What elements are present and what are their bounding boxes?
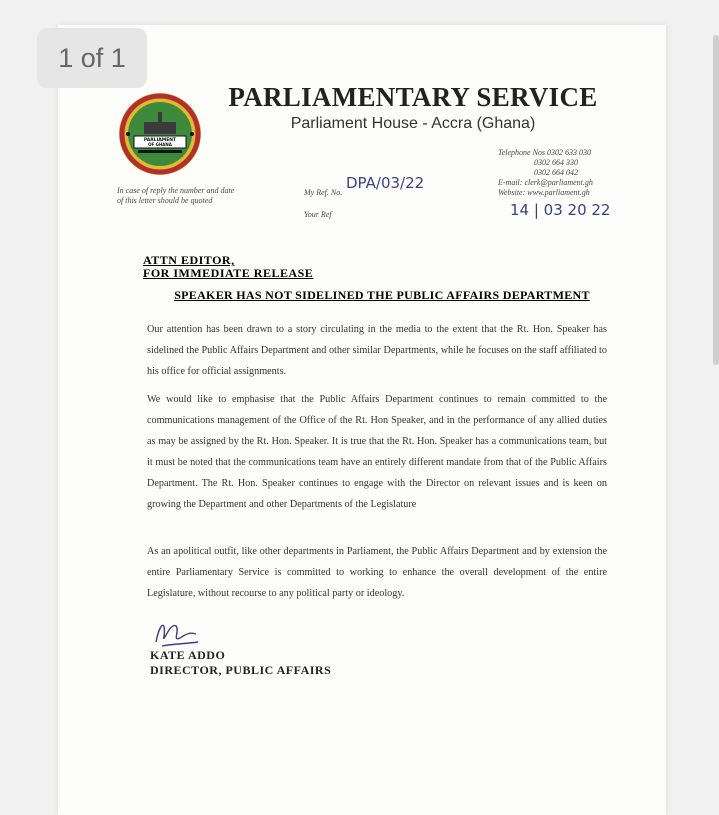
letter-paragraph: Our attention has been drawn to a story circulating in the media to the extent that the Rt. Hon. Speaker has sidelined the Public Affairs Department and other similar Departments, while he focuses on the staff affiliated to his office for official assignments. [147, 324, 607, 377]
my-ref-label: My Ref. No. [304, 188, 343, 197]
signer-block [150, 648, 331, 678]
contact-line: 0302 664 330 [534, 158, 578, 167]
contact-line: E-mail: clerk@parliament.gh [498, 178, 593, 187]
org-name: PARLIAMENTARY SERVICE [228, 82, 598, 112]
parliament-seal-logo [118, 92, 202, 176]
release-line: FOR IMMEDIATE RELEASE [143, 266, 314, 280]
signer-title: DIRECTOR, PUBLIC AFFAIRS [150, 663, 332, 677]
signer-name: KATE ADDO [150, 648, 226, 662]
contact-line: 0302 664 042 [534, 168, 578, 177]
letter-paragraph: As an apolitical outfit, like other departments in Parliament, the Public Affairs Department and by extension the entire Parliamentary Service is committed to working to enhance the overall development of the entire Legislature, without recourse to any political party or ideology. [147, 546, 607, 599]
my-ref-value: DPA/03/22 [346, 174, 425, 192]
attention-line: ATTN EDITOR, [143, 253, 235, 267]
date-value: 14 | 03 20 22 [510, 201, 611, 219]
letter-headline: SPEAKER HAS NOT SIDELINED THE PUBLIC AFFAIRS DEPARTMENT [174, 288, 590, 302]
your-ref-label: Your Ref [304, 210, 332, 219]
reply-note: In case of reply the number and date of this letter should be quoted [117, 186, 235, 205]
contact-line: Website: www.parliament.gh [498, 188, 590, 197]
contact-line: Telephone Nos 0302 633 030 [498, 148, 592, 157]
page-count-badge: 1 of 1 [37, 28, 147, 88]
svg-text:OF GHANA: OF GHANA [148, 142, 172, 147]
org-address: Parliament House - Accra (Ghana) [290, 115, 536, 132]
contact-block [498, 148, 618, 198]
letter-paragraph: We would like to emphasise that the Public Affairs Department continues to remain committed to the communications management of the Office of the Rt. Hon Speaker, and in the performance of any allied duties as may be assigned by the Rt. Hon. Speaker. It is true that the Rt. Hon. Speaker has a communications team, but it must be noted that the communications team have an entirely different mandate from that of the Public Affairs Department. The Rt. Hon. Speaker continues to engage with the Director on relevant issues and is keen on growing the Department and other Departments of the Legislature [147, 394, 607, 510]
handwritten-signature [150, 612, 205, 652]
scrollbar-thumb[interactable] [713, 35, 719, 365]
svg-text:PARLIAMENT: PARLIAMENT [143, 138, 177, 143]
